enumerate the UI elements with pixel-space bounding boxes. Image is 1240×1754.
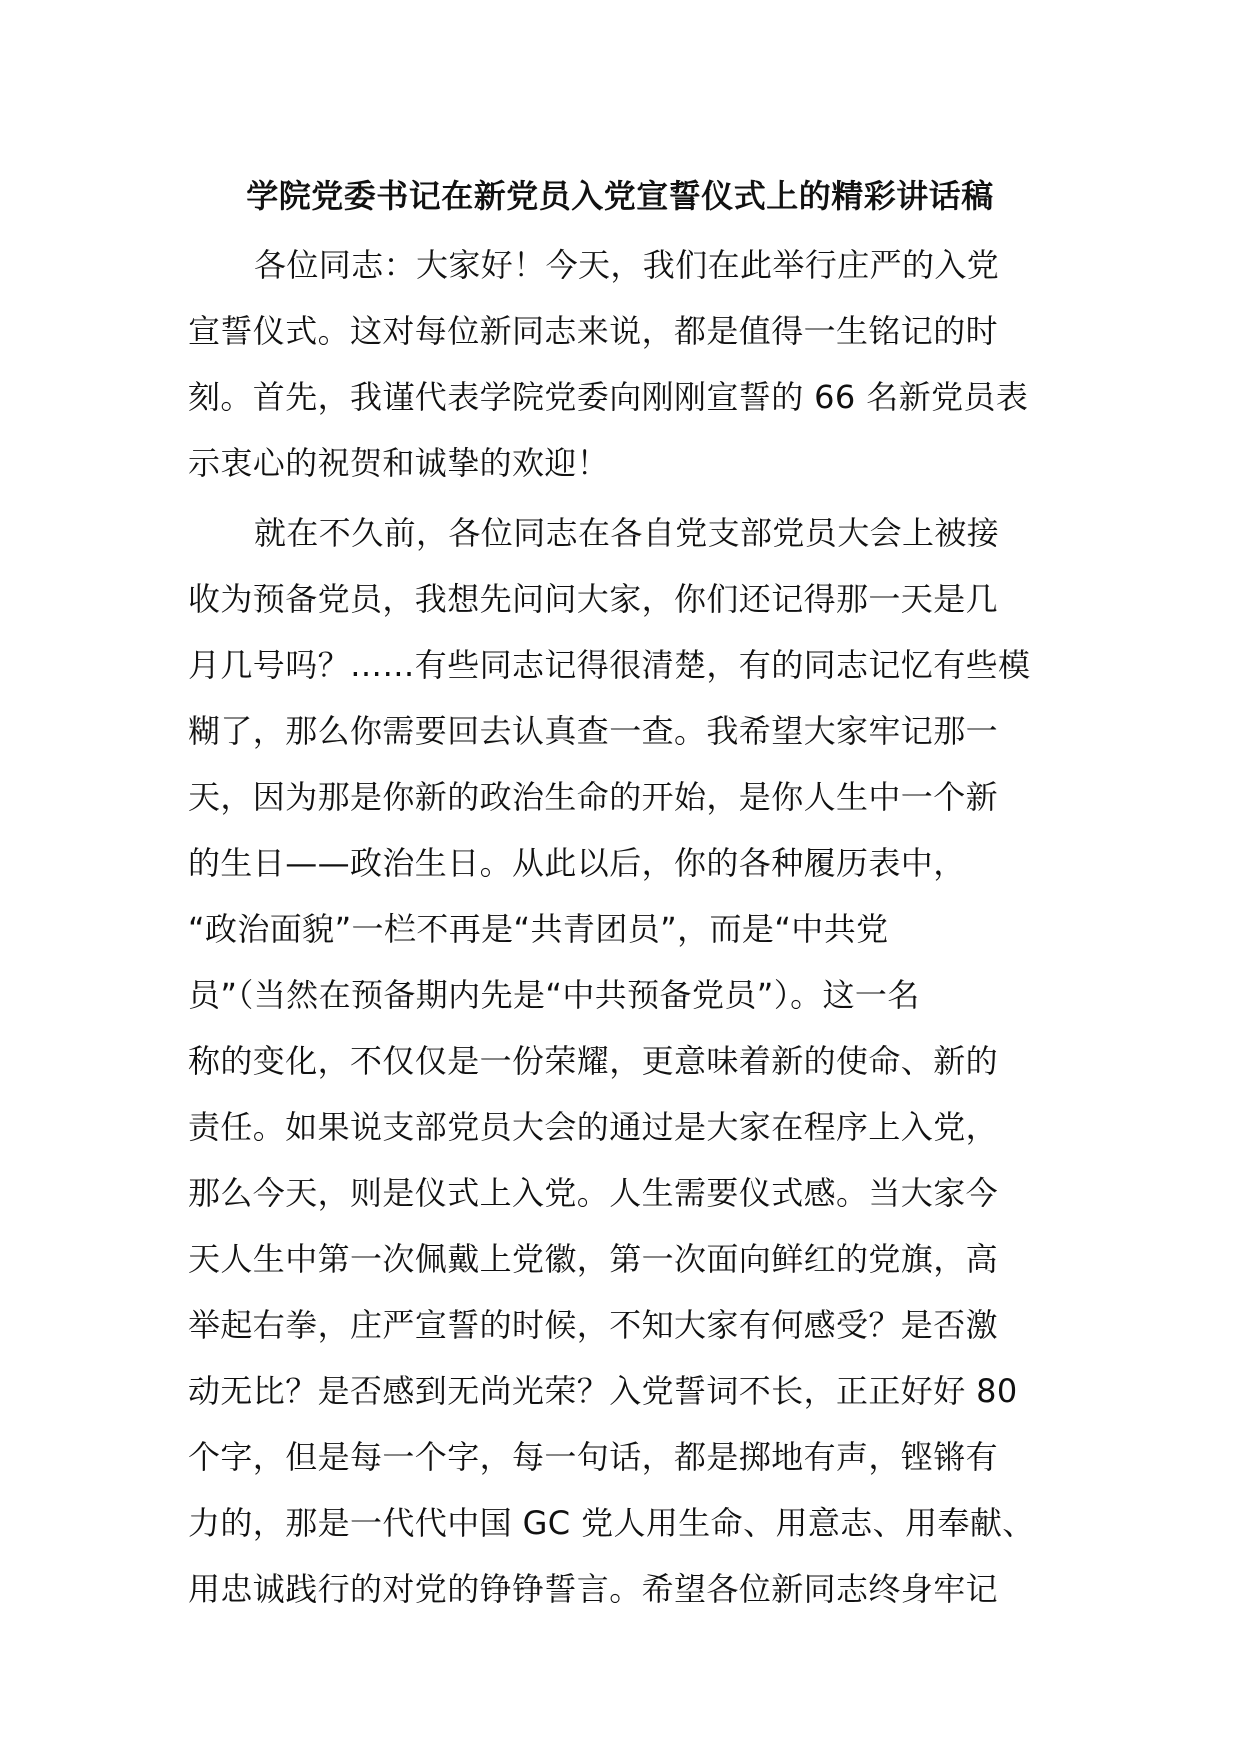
text-line: 责任。如果说支部党员大会的通过是大家在程序上入党，	[188, 1108, 999, 1146]
text-line: 力的，那是一代代中国 GC 党人用生命、用意志、用奉献、	[188, 1504, 1035, 1542]
text-line: 个字，但是每一个字，每一句话，都是掷地有声，铿锵有	[188, 1438, 999, 1476]
document-body	[188, 232, 1054, 1622]
text-line: 称的变化，不仅仅是一份荣耀，更意味着新的使命、新的	[188, 1042, 999, 1080]
text-line: 天，因为那是你新的政治生命的开始，是你人生中一个新	[188, 778, 999, 816]
document-title: 学院党委书记在新党员入党宣誓仪式上的精彩讲话稿	[246, 177, 994, 215]
text-line: 用忠诚践行的对党的铮铮誓言。希望各位新同志终身牢记	[188, 1570, 999, 1608]
text-line: 糊了，那么你需要回去认真查一查。我希望大家牢记那一	[188, 712, 999, 750]
paragraph	[188, 500, 1054, 1622]
text-line: 的生日——政治生日。从此以后，你的各种履历表中，	[188, 844, 966, 882]
text-line: 那么今天，则是仪式上入党。人生需要仪式感。当大家今	[188, 1174, 999, 1212]
text-line: 宣誓仪式。这对每位新同志来说，都是值得一生铭记的时	[188, 312, 999, 350]
text-line: 天人生中第一次佩戴上党徽，第一次面向鲜红的党旗，高	[188, 1240, 999, 1278]
text-line: 示衷心的祝贺和诚挚的欢迎！	[188, 444, 610, 482]
text-line: 月几号吗？……有些同志记得很清楚，有的同志记忆有些模	[188, 646, 1031, 684]
text-line: “政治面貌”一栏不再是“共青团员”，而是“中共党	[188, 910, 889, 948]
text-line: 刻。首先，我谨代表学院党委向刚刚宣誓的 66 名新党员表	[188, 378, 1029, 416]
text-line: 举起右拳，庄严宣誓的时候，不知大家有何感受？是否激	[188, 1306, 999, 1344]
text-line: 动无比？是否感到无尚光荣？入党誓词不长，正正好好 80	[188, 1372, 1018, 1410]
text-line: 就在不久前，各位同志在各自党支部党员大会上被接	[254, 514, 1000, 552]
paragraph	[188, 232, 1054, 496]
text-line: 收为预备党员，我想先问问大家，你们还记得那一天是几	[188, 580, 999, 618]
text-line: 员”（当然在预备期内先是“中共预备党员”）。这一名	[188, 976, 920, 1014]
text-line: 各位同志：大家好！今天，我们在此举行庄严的入党	[254, 246, 1000, 284]
